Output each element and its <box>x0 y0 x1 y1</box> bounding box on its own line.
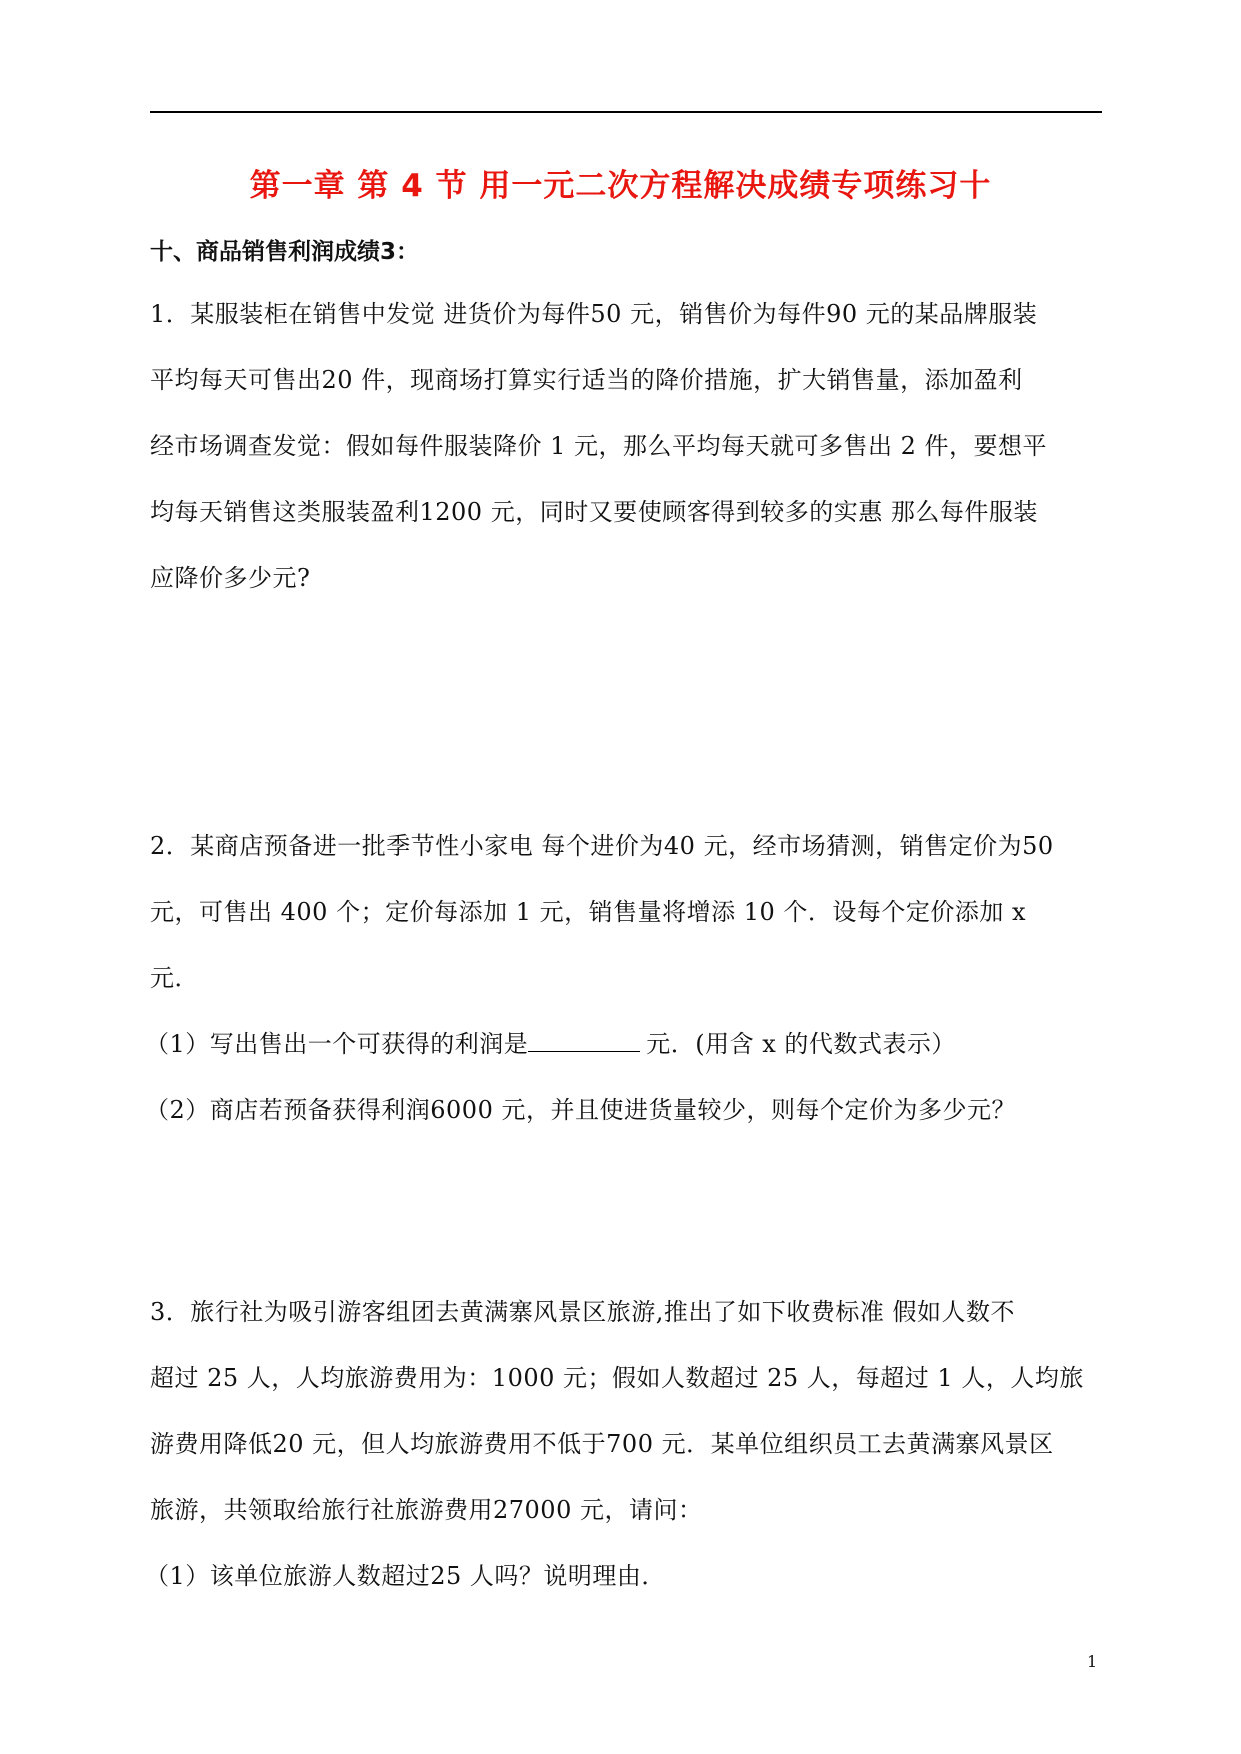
problem-3-line-2: 超过 25 人，人均旅游费用为：1000 元；假如人数超过 25 人，每超过 1 人，人均旅 <box>150 1364 1084 1392</box>
problem-2-question-2: （2）商店若预备获得利润6000 元，并且使进货量较少，则每个定价为多少元？ <box>145 1096 1016 1124</box>
answer-blank[interactable] <box>528 1029 640 1052</box>
problem-3-line-3: 游费用降低20 元，但人均旅游费用不低于700 元．某单位组织员工去黄满寨风景区 <box>150 1430 1054 1458</box>
problem-2-line-3: 元． <box>150 964 199 992</box>
problem-1-line-5: 应降价多少元? <box>150 564 311 592</box>
problem-1-line-3: 经市场调查发觉：假如每件服装降价 1 元，那么平均每天就可多售出 2 件，要想平 <box>150 432 1048 460</box>
section-heading: 十、商品销售利润成绩3： <box>150 239 420 265</box>
problem-1-line-2: 平均每天可售出20 件，现商场打算实行适当的降价措施，扩大销售量，添加盈利 <box>150 366 1023 394</box>
document-title: 第一章 第 4 节 用一元二次方程解决成绩专项练习十 <box>249 168 992 204</box>
problem-2-line-1: 2．某商店预备进一批季节性小家电 每个进价为40 元，经市场猜测，销售定价为50 <box>150 832 1054 860</box>
header-rule <box>150 111 1102 113</box>
problem-2-question-1-text: （1）写出售出一个可获得的利润是 <box>145 1030 529 1058</box>
problem-3-line-4: 旅游，共领取给旅行社旅游费用27000 元，请问： <box>150 1496 703 1524</box>
problem-2-question-1-suffix: 元．(用含 x 的代数式表示） <box>646 1030 956 1058</box>
problem-1-line-1: 1．某服装柜在销售中发觉 进货价为每件50 元，销售价为每件90 元的某品牌服装 <box>150 300 1038 328</box>
problem-3-question-1: （1）该单位旅游人数超过25 人吗？说明理由． <box>145 1562 666 1590</box>
problem-2-line-2: 元，可售出 400 个；定价每添加 1 元，销售量将增添 10 个．设每个定价添加 x <box>150 898 1027 926</box>
problem-1-line-4: 均每天销售这类服装盈利1200 元，同时又要使顾客得到较多的实惠 那么每件服装 <box>150 498 1038 526</box>
problem-2-question-1 <box>145 1024 956 1059</box>
page-number: 1 <box>1087 1652 1098 1671</box>
problem-3-line-1: 3．旅行社为吸引游客组团去黄满寨风景区旅游,推出了如下收费标准 假如人数不 <box>150 1298 1016 1326</box>
